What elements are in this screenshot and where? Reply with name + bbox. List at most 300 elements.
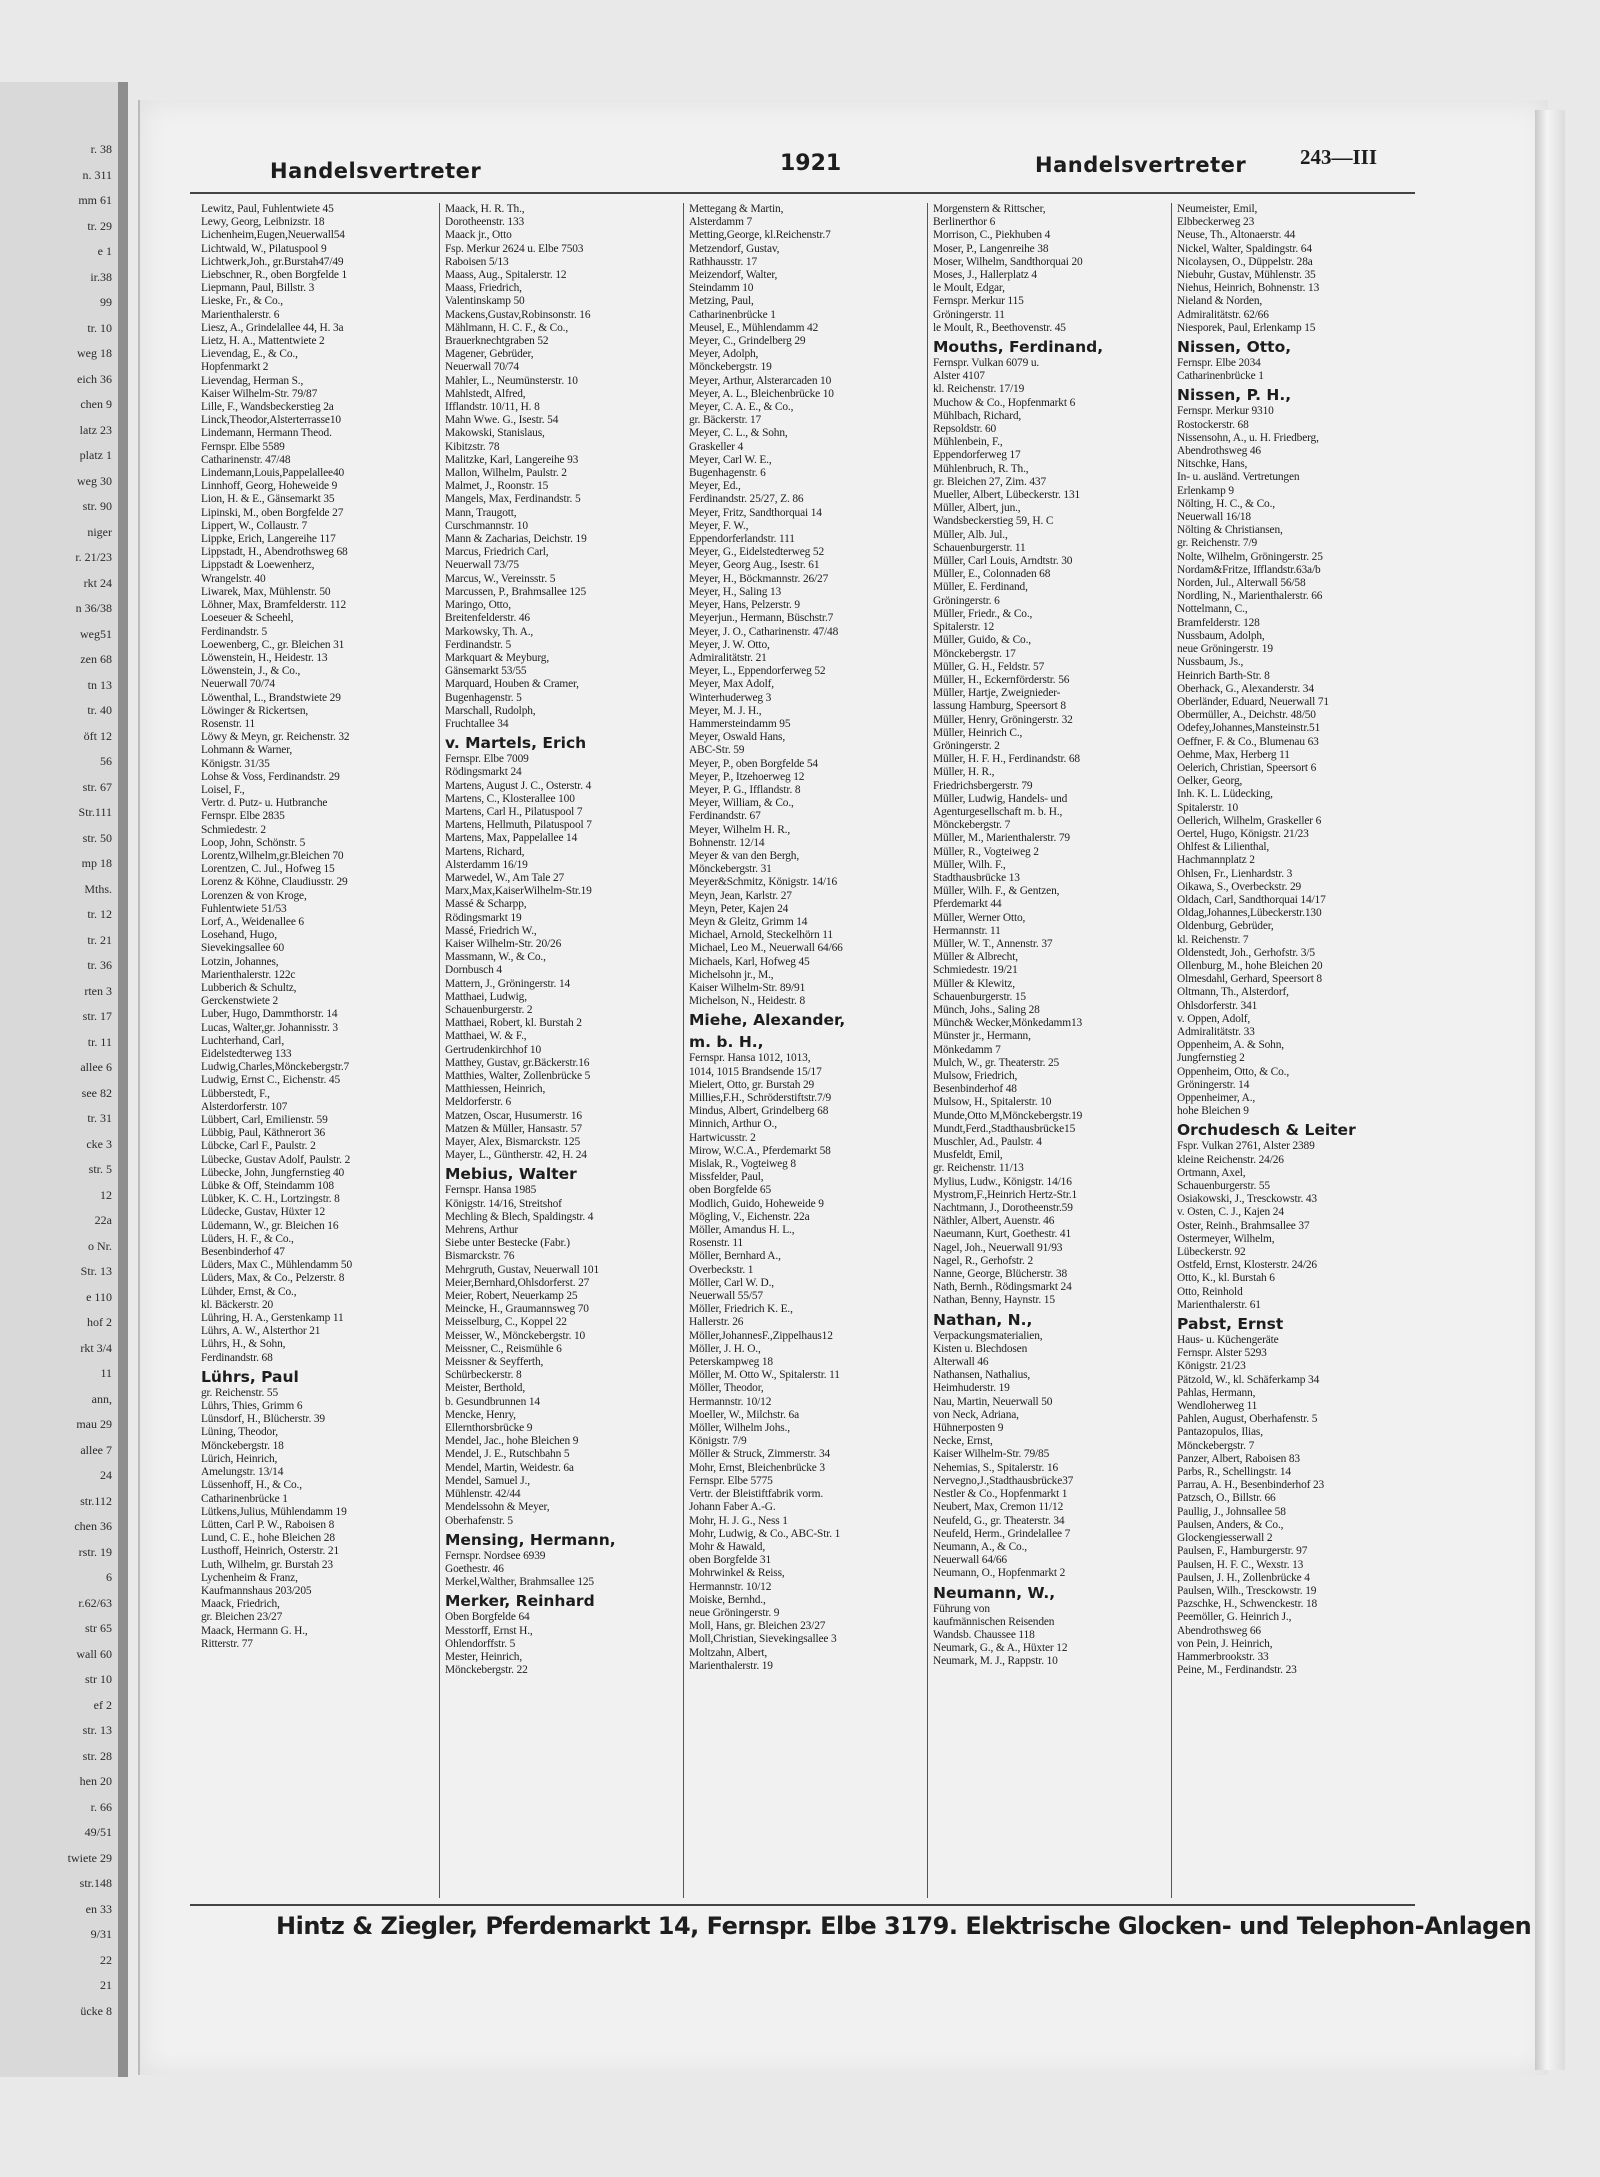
directory-entry: Lewitz, Paul, Fuhlentwiete 45	[201, 203, 334, 215]
left-page-fragment: str. 90	[82, 499, 112, 513]
directory-entry: Meizendorf, Walter,	[689, 269, 778, 282]
directory-entry: Mahler, L., Neumünsterstr. 10	[445, 374, 578, 387]
directory-entry: Gerckenstwiete 2	[201, 995, 278, 1008]
directory-entry: Matthaei, Robert, kl. Burstah 2	[445, 1017, 582, 1030]
directory-entry: Moeller, W., Milchstr. 6a	[689, 1408, 800, 1421]
directory-entry: Mindus, Albert, Grindelberg 68	[689, 1105, 829, 1118]
directory-entry: Oberländer, Eduard, Neuerwall 71	[1177, 695, 1329, 708]
directory-entry: Löwy & Meyn, gr. Reichenstr. 32	[201, 731, 350, 744]
directory-entry: Möller & Struck, Zimmerstr. 34	[689, 1448, 831, 1461]
directory-entry: Meyer, Hans, Pelzerstr. 9	[689, 599, 800, 612]
directory-entry: Fernspr. Vulkan 6079 u.	[933, 357, 1040, 370]
directory-entry: Pazschke, H., Schwenckestr. 18	[1177, 1598, 1318, 1611]
directory-entry: Otto, Reinhold	[1177, 1285, 1243, 1298]
directory-entry: Neuerwall 73/75	[445, 559, 519, 572]
directory-entry: Oeffner, F. & Co., Blumenau 63	[1177, 735, 1319, 748]
directory-entry: Neuse, Th., Altonaerstr. 44	[1177, 229, 1296, 242]
directory-entry: Mehrens, Arthur	[445, 1224, 519, 1237]
directory-entry: Führung von	[933, 1602, 990, 1615]
directory-entry: Neumark, M. J., Rappstr. 10	[933, 1655, 1058, 1668]
directory-entry: Wendloherweg 11	[1177, 1400, 1258, 1413]
directory-entry: Mann & Zacharias, Deichstr. 19	[445, 533, 587, 546]
directory-entry: Müller, E., Colonnaden 68	[933, 568, 1051, 581]
directory-entry: Liebschner, R., oben Borgfelde 1	[201, 269, 348, 282]
directory-entry: Meyer, F. W.,	[689, 519, 749, 532]
directory-entry: Mueller, Albert, Lübeckerstr. 131	[933, 489, 1081, 502]
left-page-fragment: allee 7	[80, 1442, 112, 1457]
directory-entry: Meyer, Ed.,	[689, 480, 741, 493]
left-page-fragment: mp 18	[81, 856, 112, 870]
directory-entry: Meyer, William, & Co.,	[689, 797, 794, 810]
directory-entry: Meyer, Oswald Hans,	[689, 731, 786, 744]
directory-heading-entry: Miehe, Alexander,	[689, 1011, 846, 1030]
left-page-fragment: e 1	[97, 244, 112, 258]
directory-entry: Paulsen, J. H., Zollenbrücke 4	[1177, 1571, 1310, 1584]
header-left-title: Handelsvertreter	[270, 159, 482, 183]
directory-entry: Bohnenstr. 12/14	[689, 836, 765, 849]
directory-entry: Neumark, G., & A., Hüxter 12	[933, 1642, 1068, 1655]
directory-entry: Martens, Richard,	[445, 845, 525, 858]
directory-entry: Lüders, H. F., & Co.,	[201, 1232, 294, 1245]
directory-entry: Oertel, Hugo, Königstr. 21/23	[1177, 827, 1309, 840]
directory-entry: Linck,Theodor,Alsterterrasse10	[201, 414, 341, 427]
directory-entry: Meyer, Georg Aug., Isestr. 61	[689, 559, 820, 572]
left-page-fragment: rstr. 19	[78, 1544, 112, 1559]
directory-entry: Loeseuer & Scheehl,	[201, 612, 294, 625]
directory-entry: Niehus, Heinrich, Bohnenstr. 13	[1177, 282, 1320, 295]
directory-entry: Mühlenbruch, R. Th.,	[933, 462, 1029, 475]
left-page-fragment: str.148	[79, 1876, 112, 1890]
directory-entry: Jungfernstieg 2	[1177, 1052, 1245, 1065]
directory-entry: Schmiedestr. 2	[201, 823, 266, 836]
directory-entry: Fernspr. Elbe 2034	[1177, 357, 1261, 370]
directory-entry: Müller, Hartje, Zweignieder-	[933, 687, 1061, 700]
directory-entry: Lietz, H. A., Mattentwiete 2	[201, 335, 325, 348]
directory-entry: Alster 4107	[933, 370, 985, 383]
directory-column-2	[440, 203, 684, 1898]
directory-heading-entry: Merker, Reinhard	[445, 1592, 595, 1611]
directory-entry: Hammerbrookstr. 33	[1177, 1650, 1269, 1663]
directory-entry: Obermüller, A., Deichstr. 48/50	[1177, 709, 1316, 722]
directory-entry: v. Osten, C. J., Kajen 24	[1177, 1206, 1284, 1219]
directory-entry: Nottelmann, C.,	[1177, 603, 1248, 616]
directory-entry: Hachmannplatz 2	[1177, 854, 1255, 867]
directory-entry: Meister, Berthold,	[445, 1382, 526, 1395]
directory-entry: Eppendorferweg 17	[933, 449, 1021, 462]
left-page-fragment: 11	[100, 1366, 112, 1380]
directory-entry: Overbeckstr. 1	[689, 1263, 754, 1276]
directory-entry: Lüdemann, W., gr. Bleichen 16	[201, 1219, 339, 1232]
left-page-fragment: r. 66	[90, 1799, 112, 1814]
directory-entry: Panzer, Albert, Raboisen 83	[1177, 1452, 1300, 1465]
directory-entry: Neubert, Max, Cremon 11/12	[933, 1501, 1064, 1514]
directory-entry: Heinrich Barth-Str. 8	[1177, 669, 1270, 682]
directory-entry: Mönckebergstr. 31	[689, 863, 772, 876]
directory-entry: Admiralitätstr. 21	[689, 651, 767, 664]
directory-entry: Catharinenbrücke 1	[201, 1492, 288, 1505]
directory-entry: Michael, Leo M., Neuerwall 64/66	[689, 942, 843, 955]
directory-entry: Martens, August J. C., Osterstr. 4	[445, 779, 592, 792]
directory-entry: Meyerjun., Hermann, Büschstr.7	[689, 612, 834, 625]
directory-entry: Pätzold, W., kl. Schäferkamp 34	[1177, 1373, 1320, 1386]
directory-entry: Kibitzstr. 78	[445, 440, 500, 453]
directory-entry: Moser, P., Langenreihe 38	[933, 242, 1049, 255]
directory-entry: Mechling & Blech, Spaldingstr. 4	[445, 1210, 594, 1223]
directory-entry: gr. Reichenstr. 11/13	[933, 1162, 1024, 1175]
directory-entry: Bismarckstr. 76	[445, 1250, 515, 1263]
directory-entry: Breitenfelderstr. 46	[445, 612, 530, 625]
directory-heading-entry: Mensing, Hermann,	[445, 1530, 616, 1549]
directory-entry: Rödingsmarkt 24	[445, 766, 522, 779]
directory-entry: Schauenburgerstr. 55	[1177, 1180, 1270, 1193]
left-page-fragment: str 65	[85, 1621, 112, 1635]
directory-entry: Ortmann, Axel,	[1177, 1166, 1246, 1179]
directory-entry: Catharinenstr. 47/48	[201, 453, 291, 466]
left-page-fragment: tr. 31	[87, 1111, 112, 1125]
left-page-fragment: weg 18	[77, 346, 112, 360]
directory-entry: Oehme, Max, Herberg 11	[1177, 748, 1290, 761]
directory-entry: Goethestr. 46	[445, 1562, 504, 1575]
directory-entry: Marwedel, W., Am Tale 27	[445, 871, 565, 884]
directory-entry: Meissner, C., Reismühle 6	[445, 1342, 562, 1355]
directory-entry: Müller & Klewitz,	[933, 977, 1015, 990]
left-page-edge	[0, 82, 128, 2077]
directory-entry: Pferdemarkt 44	[933, 898, 1002, 911]
directory-entry: Michaels, Karl, Hofweg 45	[689, 955, 810, 968]
directory-entry: Besenbinderhof 47	[201, 1246, 285, 1259]
directory-entry: Schmiedestr. 19/21	[933, 964, 1018, 977]
directory-entry: le Moult, Edgar,	[933, 282, 1005, 295]
directory-entry: Neumeister, Emil,	[1177, 203, 1258, 215]
directory-entry: Wrangelstr. 40	[201, 572, 266, 585]
directory-entry: Maack, Hermann G. H.,	[201, 1624, 308, 1637]
directory-entry: Peterskampweg 18	[689, 1356, 773, 1369]
directory-entry: Möller,JohannesF.,Zippelhaus12	[689, 1329, 833, 1342]
directory-entry: Kaufmannshaus 203/205	[201, 1584, 312, 1597]
directory-entry: gr. Reichenstr. 55	[201, 1386, 279, 1399]
directory-entry: Müller, G. H., Feldstr. 57	[933, 660, 1045, 673]
directory-entry: Müller, Henry, Gröningerstr. 32	[933, 713, 1073, 726]
directory-entry: v. Oppen, Adolf,	[1177, 1012, 1251, 1025]
directory-entry: Meyer, M. J. H.,	[689, 704, 762, 717]
directory-entry: Mulsow, Friedrich,	[933, 1070, 1018, 1082]
directory-entry: Löwenthal, L., Brandstwiete 29	[201, 691, 341, 704]
directory-entry: Oldenstedt, Joh., Gerhofstr. 3/5	[1177, 946, 1315, 959]
directory-entry: Lünsdorf, H., Blücherstr. 39	[201, 1413, 325, 1426]
directory-entry: Moiske, Bernhd.,	[689, 1593, 766, 1606]
header-right-title: Handelsvertreter	[1035, 153, 1247, 177]
directory-entry: Spitalerstr. 12	[933, 621, 995, 634]
left-page-fragment: r. 38	[90, 142, 112, 156]
directory-entry: Fernspr. Elbe 2835	[201, 810, 285, 823]
directory-entry: Admiralitätstr. 33	[1177, 1025, 1255, 1038]
page-number: 243—III	[1300, 145, 1378, 169]
directory-entry: Matzen, Oscar, Husumerstr. 16	[445, 1109, 582, 1122]
directory-entry: Moll,Christian, Sievekingsallee 3	[689, 1633, 837, 1646]
directory-entry: Matthiessen, Heinrich,	[445, 1083, 546, 1096]
directory-entry: Neuerwall 55/57	[689, 1290, 763, 1303]
directory-entry: kleine Reichenstr. 24/26	[1177, 1153, 1284, 1166]
directory-entry: Meyer, Fritz, Sandthorquai 14	[689, 506, 822, 519]
directory-entry: Lubberich & Schultz,	[201, 981, 297, 994]
directory-entry: Königstr. 31/35	[201, 757, 270, 770]
left-page-fragment: 22a	[94, 1213, 112, 1227]
directory-entry: Mönckebergstr. 7	[1177, 1439, 1255, 1452]
directory-entry: Loisel, F.,	[201, 783, 245, 796]
left-page-fragment: n 36/38	[75, 601, 112, 615]
directory-entry: Muchow & Co., Hopfenmarkt 6	[933, 396, 1076, 409]
directory-entry: Oldach, Carl, Sandthorquai 14/17	[1177, 893, 1326, 906]
directory-entry: Ollenburg, M., hohe Bleichen 20	[1177, 959, 1323, 972]
directory-entry: Lippert, W., Collaustr. 7	[201, 519, 308, 532]
directory-heading-entry: v. Martels, Erich	[445, 734, 587, 753]
directory-entry: Brauerknechtgraben 52	[445, 335, 549, 348]
directory-entry: Loop, John, Schönstr. 5	[201, 836, 306, 849]
directory-entry: Lorenz & Köhne, Claudiusstr. 29	[201, 876, 348, 889]
directory-entry: Löwenstein, H., Heidestr. 13	[201, 651, 328, 664]
directory-entry: Lüders, Max C., Mühlendamm 50	[201, 1259, 352, 1272]
directory-entry: Nehemias, S., Spitalerstr. 16	[933, 1461, 1059, 1474]
directory-entry: Meyer, H., Böckmannstr. 26/27	[689, 572, 829, 585]
directory-entry: Lüning, Theodor,	[201, 1426, 278, 1439]
directory-entry: Metzing, Paul,	[689, 295, 754, 308]
directory-entry: Neufeld, G., gr. Theaterstr. 34	[933, 1514, 1065, 1527]
directory-entry: Oppenheim, A. & Sohn,	[1177, 1039, 1284, 1052]
directory-entry: Johann Faber A.-G.	[689, 1501, 776, 1514]
directory-entry: Metzendorf, Gustav,	[689, 242, 780, 255]
directory-entry: Siebe unter Bestecke (Fabr.)	[445, 1237, 570, 1250]
directory-entry: Lippstadt & Loewenherz,	[201, 559, 315, 572]
left-page-fragment: 56	[100, 754, 112, 768]
directory-entry: Mönckebergstr. 19	[689, 361, 772, 374]
directory-entry: Oben Borgfelde 64	[445, 1611, 530, 1624]
directory-heading-entry: Mouths, Ferdinand,	[933, 338, 1104, 357]
directory-entry: Mettegang & Martin,	[689, 203, 784, 215]
directory-entry: Eppendorferlandstr. 111	[689, 533, 795, 546]
directory-entry: Lindemann,Louis,Pappelallee40	[201, 467, 345, 480]
directory-entry: Lorentzen, C. Jul., Hofweg 15	[201, 863, 335, 876]
directory-entry: Pahlas, Hermann,	[1177, 1386, 1256, 1399]
directory-entry: Martens, Carl H., Pilatuspool 7	[445, 805, 583, 818]
directory-entry: Nölting & Christiansen,	[1177, 524, 1283, 537]
left-page-fragment: 99	[100, 295, 112, 309]
directory-entry: Ferdinandstr. 68	[201, 1351, 273, 1364]
directory-entry: Nathan, Benny, Haynstr. 15	[933, 1294, 1055, 1307]
directory-entry: Meyer, P., Itzehoerweg 12	[689, 770, 805, 783]
directory-entry: Minnich, Arthur O.,	[689, 1118, 777, 1131]
directory-entry: Lipinski, M., oben Borgfelde 27	[201, 506, 344, 519]
directory-entry: Meyer, Arthur, Alsterarcaden 10	[689, 374, 832, 387]
directory-entry: kl. Reichenstr. 17/19	[933, 383, 1025, 396]
directory-entry: Michelsohn jr., M.,	[689, 968, 774, 981]
directory-entry: Patzsch, O., Billstr. 66	[1177, 1492, 1276, 1505]
left-page-fragment: tr. 11	[87, 1034, 112, 1049]
left-page-fragment: o Nr.	[88, 1238, 112, 1253]
directory-entry: Kaiser Wilhelm-Str. 89/91	[689, 981, 806, 994]
left-page-fragment: tr. 40	[87, 703, 112, 717]
directory-entry: oben Borgfelde 65	[689, 1184, 772, 1197]
left-page-fragment: see 82	[81, 1085, 112, 1100]
advertisement-banner: Hintz & Ziegler, Pferdemarkt 14, Fernspr. Elbe 3179. Elektrische Glocken- und Telephon-Anlagen	[276, 1912, 1532, 1940]
directory-entry: Alterwall 46	[933, 1356, 989, 1369]
directory-entry: Glockengiesserwall 2	[1177, 1532, 1273, 1545]
directory-entry: Meisser, W., Mönckebergstr. 10	[445, 1329, 586, 1342]
directory-entry: Marx,Max,KaiserWilhelm-Str.19	[445, 885, 592, 898]
directory-entry: Münch& Wecker,Mönkedamm13	[933, 1017, 1083, 1030]
directory-entry: Meyer, C. L., & Sohn,	[689, 427, 788, 440]
directory-entry: Norden, Jul., Alterwall 56/58	[1177, 577, 1306, 590]
directory-entry: Neuerwall 70/74	[445, 361, 519, 374]
directory-entry: Müller, Wilh. F.,	[933, 858, 1006, 871]
directory-entry: Linnhoff, Georg, Hoheweide 9	[201, 480, 338, 493]
directory-entry: Alsterdamm 16/19	[445, 858, 528, 871]
directory-entry: Lichtwerk,Joh., gr.Burstah47/49	[201, 255, 344, 268]
directory-entry: Mendel, J. E., Rutschbahn 5	[445, 1448, 570, 1461]
directory-entry: gr. Bleichen 27, Zim. 437	[933, 475, 1046, 488]
directory-entry: Graskeller 4	[689, 440, 744, 453]
directory-entry: Meyn & Gleitz, Grimm 14	[689, 915, 808, 928]
directory-entry: hohe Bleichen 9	[1177, 1105, 1249, 1118]
directory-entry: Muschler, Ad., Paulstr. 4	[933, 1136, 1042, 1149]
directory-entry: Niesporek, Paul, Erlenkamp 15	[1177, 321, 1316, 334]
directory-entry: Mester, Heinrich,	[445, 1650, 523, 1663]
left-page-fragment: str 10	[85, 1672, 112, 1686]
directory-entry: Ostermeyer, Wilhelm,	[1177, 1232, 1275, 1245]
directory-entry: Löhner, Max, Bramfelderstr. 112	[201, 599, 347, 612]
directory-entry: Nestler & Co., Hopfenmarkt 1	[933, 1488, 1068, 1501]
directory-entry: Schauenburgerstr. 2	[445, 1003, 533, 1016]
directory-entry: Schauenburgerstr. 15	[933, 990, 1026, 1003]
directory-entry: Hammersteindamm 95	[689, 717, 791, 730]
directory-entry: Nissensohn, A., u. H. Friedberg,	[1177, 431, 1319, 444]
left-page-fragment: platz 1	[79, 448, 112, 462]
directory-entry: Odefey,Johannes,Mansteinstr.51	[1177, 722, 1321, 735]
directory-entry: Oltmann, Th., Alsterdorf,	[1177, 986, 1289, 999]
directory-entry: Spitalerstr. 10	[1177, 801, 1239, 814]
directory-entry: Möller, Wilhelm Johs.,	[689, 1422, 790, 1435]
directory-entry: Meyn, Peter, Kajen 24	[689, 902, 789, 915]
header-rule	[190, 192, 1415, 194]
directory-entry: Marquard, Houben & Cramer,	[445, 678, 579, 691]
directory-entry: Meyer, P. G., Ifflandstr. 8	[689, 783, 801, 796]
directory-entry: Modlich, Guido, Hoheweide 9	[689, 1197, 824, 1210]
directory-entry: Möller, Bernhard A.,	[689, 1250, 781, 1263]
directory-entry: Meier, Robert, Neuerkamp 25	[445, 1290, 578, 1303]
directory-entry: Oelerich, Christian, Speersort 6	[1177, 761, 1317, 774]
directory-entry: Müller, Alb. Jul.,	[933, 528, 1008, 541]
directory-entry: lassung Hamburg, Speersort 8	[933, 700, 1066, 713]
directory-entry: Fernspr. Hansa 1985	[445, 1184, 537, 1197]
directory-entry: Mönckebergstr. 17	[933, 647, 1016, 660]
directory-entry: Lusthoff, Heinrich, Osterstr. 21	[201, 1545, 339, 1558]
directory-entry: kl. Bäckerstr. 20	[201, 1298, 274, 1311]
directory-entry: Mählmann, H. C. F., & Co.,	[445, 321, 569, 334]
directory-entry: Müller, Werner Otto,	[933, 911, 1026, 924]
left-page-fragment: tr. 29	[87, 218, 112, 233]
left-page-fragment: ann,	[91, 1391, 112, 1406]
directory-entry: Meyer, Max Adolf,	[689, 678, 774, 691]
directory-entry: Lychenheim & Franz,	[201, 1571, 298, 1584]
left-page-fragment: tr. 36	[87, 958, 112, 972]
directory-heading-entry: Nissen, P. H.,	[1177, 386, 1292, 405]
left-page-fragment: hen 20	[79, 1774, 112, 1788]
directory-entry: Mahlstedt, Alfred,	[445, 387, 526, 400]
directory-entry: Bugenhagenstr. 5	[445, 691, 522, 704]
directory-entry: Michelson, N., Heidestr. 8	[689, 995, 806, 1008]
directory-entry: Admiralitätstr. 62/66	[1177, 308, 1269, 321]
directory-entry: Rostockerstr. 68	[1177, 418, 1249, 431]
directory-entry: Schürbeckerstr. 8	[445, 1369, 522, 1382]
directory-entry: von Neck, Adriana,	[933, 1408, 1019, 1421]
directory-entry: Marschall, Rudolph,	[445, 704, 536, 717]
directory-entry: Ohlendorffstr. 5	[445, 1637, 516, 1650]
directory-entry: Fspr. Vulkan 2761, Alster 2389	[1177, 1140, 1315, 1153]
left-page-fragment: 24	[100, 1468, 112, 1482]
directory-entry: Matthaei, W. & F.,	[445, 1030, 527, 1043]
directory-entry: Dornbusch 4	[445, 964, 502, 977]
directory-entry: Fuhlentwiete 51/53	[201, 902, 287, 915]
left-page-fragment: rten 3	[84, 983, 112, 998]
left-page-fragment: str.112	[80, 1493, 112, 1508]
left-page-fragment: str. 67	[82, 779, 112, 794]
directory-entry: Mohr, Ernst, Bleichenbrücke 3	[689, 1461, 825, 1474]
directory-entry: Löwenstein, J., & Co.,	[201, 665, 301, 678]
page-edge-shadow	[1535, 110, 1565, 2070]
directory-entry: Abendrothsweg 46	[1177, 445, 1261, 458]
directory-entry: Meyer, G., Eidelstedterweg 52	[689, 546, 825, 559]
directory-entry: Berlinerthor 6	[933, 216, 996, 229]
directory-entry: Mendel, Samuel J.,	[445, 1474, 530, 1487]
directory-entry: Mulsow, H., Spitalerstr. 10	[933, 1096, 1052, 1109]
directory-entry: Mackens,Gustav,Robinsonstr. 16	[445, 308, 591, 321]
directory-entry: Wandsb. Chaussee 118	[933, 1628, 1035, 1641]
left-page-fragment: zen 68	[80, 652, 112, 666]
directory-entry: Meyer, C. A. E., & Co.,	[689, 401, 794, 414]
directory-entry: Oelker, Georg,	[1177, 775, 1243, 788]
directory-entry: neue Gröningerstr. 9	[689, 1606, 780, 1619]
directory-entry: Meyer, Adolph,	[689, 348, 759, 361]
directory-entry: Mohr & Hawald,	[689, 1540, 766, 1553]
directory-entry: Michael, Arnold, Steckelhörn 11	[689, 929, 833, 942]
directory-entry: Ohlsen, Fr., Lienhardstr. 3	[1177, 867, 1293, 880]
left-page-fragment: r.62/63	[78, 1595, 112, 1610]
left-page-fragment: ef 2	[93, 1697, 112, 1712]
directory-entry: Steindamm 10	[689, 282, 754, 295]
directory-entry: Nordling, N., Marienthalerstr. 66	[1177, 590, 1323, 603]
directory-entry: Oppenheim, Otto, & Co.,	[1177, 1065, 1290, 1078]
directory-entry: Paulsen, Anders, & Co.,	[1177, 1518, 1284, 1531]
directory-entry: Wandsbeckerstieg 59, H. C	[933, 515, 1054, 528]
directory-entry: Fruchtallee 34	[445, 717, 509, 730]
directory-entry: Neuerwall 64/66	[933, 1554, 1007, 1567]
directory-entry: Lorf, A., Weidenallee 6	[201, 915, 304, 928]
directory-entry: Meyer, Carl W. E.,	[689, 453, 772, 466]
directory-entry: Merkel,Walther, Brahmsallee 125	[445, 1576, 594, 1589]
directory-entry: Musfeldt, Emil,	[933, 1149, 1003, 1162]
directory-entry: Meisselburg, C., Koppel 22	[445, 1316, 567, 1329]
directory-entry: Bramfelderstr. 128	[1177, 616, 1260, 629]
directory-entry: Nachtmann, J., Dorotheenstr.59	[933, 1202, 1073, 1215]
directory-entry: Heimhuderstr. 19	[933, 1382, 1010, 1395]
directory-entry: Alsterdamm 7	[689, 216, 753, 229]
directory-entry: Nitschke, Hans,	[1177, 458, 1248, 471]
directory-entry: Nicolaysen, O., Düppelstr. 28a	[1177, 255, 1313, 268]
directory-entry: kl. Reichenstr. 7	[1177, 933, 1249, 946]
directory-entry: Naeumann, Kurt, Goethestr. 41	[933, 1228, 1071, 1241]
directory-entry: Messtorff, Ernst H.,	[445, 1624, 533, 1637]
directory-entry: Möller, J. H. O.,	[689, 1342, 761, 1355]
directory-entry: Möller, Amandus H. L.,	[689, 1224, 795, 1237]
